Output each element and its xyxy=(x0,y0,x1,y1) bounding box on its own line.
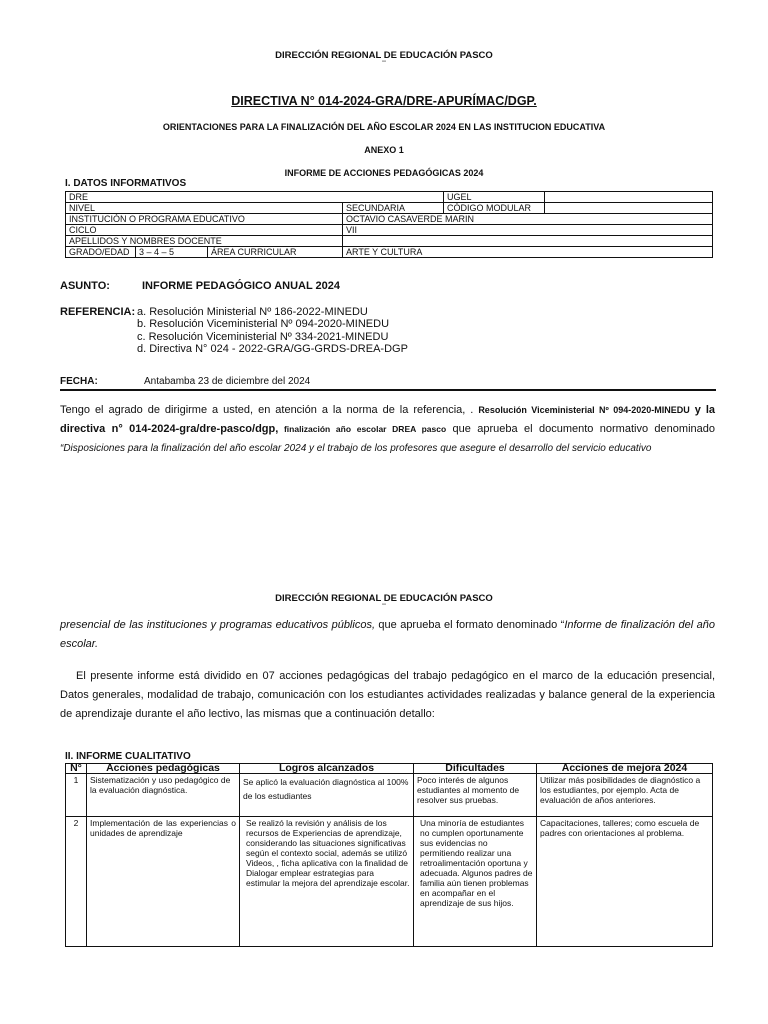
referencia-item: a. Resolución Ministerial Nº 186-2022-MINEDU xyxy=(137,306,368,318)
org-header-mark-page2: "" xyxy=(381,604,387,610)
info-row-dre xyxy=(66,192,713,203)
row-mejora: Capacitaciones, talleres; como escuela de padres con orientaciones al problema. xyxy=(537,817,713,947)
qualitative-table xyxy=(65,763,713,947)
info-value-docente xyxy=(343,236,713,247)
row-number: 2 xyxy=(66,817,87,947)
section-informe-cualitativo: II. INFORME CUALITATIVO xyxy=(65,751,191,762)
info-value-institucion: OCTAVIO CASAVERDE MARIN xyxy=(343,214,713,225)
info-label-docente: APELLIDOS Y NOMBRES DOCENTE xyxy=(66,236,343,247)
info-row-nivel xyxy=(66,203,713,214)
info-row-grado xyxy=(66,247,713,258)
row-accion: Implementación de las experiencias o unidades de aprendizaje xyxy=(87,817,240,947)
asunto-value: INFORME PEDAGÓGICO ANUAL 2024 xyxy=(142,280,341,292)
col-header-mejora: Acciones de mejora 2024 xyxy=(537,764,713,774)
intro-aprueba: que aprueba el documento normativo denominado xyxy=(446,423,715,435)
document-subtitle: ORIENTACIONES PARA LA FINALIZACIÓN DEL AÑO ESCOLAR 2024 EN LAS INSTITUCION EDUCATIVA xyxy=(162,122,606,132)
intro-resolucion: Resolución Viceministerial Nº 094-2020-MINEDU xyxy=(478,405,690,415)
info-value-ugel xyxy=(545,192,713,203)
divider-line xyxy=(60,389,716,391)
info-label-ugel: UGEL xyxy=(444,192,545,203)
continuation-format: Informe de finalización del año escolar. xyxy=(60,619,715,650)
info-grado-area-cell xyxy=(136,247,343,258)
annex-label: ANEXO 1 xyxy=(364,145,404,155)
referencia-item: d. Directiva N° 024 - 2022-GRA/GG-GRDS-DREA-DGP xyxy=(137,343,408,355)
row-accion: Sistematización y uso pedagógico de la evaluación diagnóstica. xyxy=(87,774,240,817)
referencia-label: REFERENCIA: xyxy=(60,306,136,318)
table-header-row xyxy=(66,764,713,774)
col-header-dificultades: Dificultades xyxy=(414,764,537,774)
row-dificultad: Poco interés de algunos estudiantes al momento de resolver sus pruebas. xyxy=(414,774,537,817)
info-label-nivel: NIVEL xyxy=(66,203,343,214)
asunto-label: ASUNTO: xyxy=(60,280,110,292)
info-label-area: ÁREA CURRICULAR xyxy=(211,247,297,257)
intro-disposiciones: “Disposiciones para la finalización del año escolar 2024 y el trabajo de los profesores que asegure el desarrollo del servicio educativo xyxy=(60,443,652,454)
summary-paragraph: El presente informe está dividido en 07 acciones pedagógicas del trabajo pedagógico en el marco de la educación presencial, Datos generales, modalidad de trabajo, comunicación con los estudiantes actividades realizadas y balance general de la experiencia de aprendizaje durante el año lectivo, las mismas que a continuación detallo: xyxy=(60,670,715,720)
row-logro: Se realizó la revisión y análisis de los recursos de Experiencias de aprendizaje, considerando las situaciones significativas según el contexto social, además se utilizó Videos, , ficha aplicativa con la finalidad de Dialogar emplear estrategias para estimular la mejora del aprendizaje escolar. xyxy=(240,817,414,947)
intro-paragraph xyxy=(60,401,715,458)
col-header-logros: Logros alcanzados xyxy=(240,764,414,774)
info-row-institucion xyxy=(66,214,713,225)
fecha-label: FECHA: xyxy=(60,376,98,387)
info-row-ciclo xyxy=(66,225,713,236)
info-value-nivel: SECUNDARIA xyxy=(343,203,444,214)
continuation-text: que aprueba el formato denominado “ xyxy=(375,619,565,631)
intro-directiva: y la directiva n° 014-2024-gra/dre-pasco/dgp, xyxy=(60,404,715,435)
org-header-mark: "" xyxy=(381,61,387,67)
info-row-docente xyxy=(66,236,713,247)
continuation-italic: presencial de las instituciones y programas educativos públicos, xyxy=(60,619,375,631)
info-value-grado: 3 – 4 – 5 xyxy=(136,247,208,257)
info-value-ciclo: VII xyxy=(343,225,713,236)
org-header-page2: DIRECCIÓN REGIONAL DE EDUCACIÓN PASCO xyxy=(275,593,493,604)
referencia-item: c. Resolución Viceministerial Nº 334-2021-MINEDU xyxy=(137,331,389,343)
info-label-institucion: INSTITUCIÓN O PROGRAMA EDUCATIVO xyxy=(66,214,343,225)
table-row xyxy=(66,774,713,817)
report-title: INFORME DE ACCIONES PEDAGÓGICAS 2024 xyxy=(284,168,484,178)
info-label-codigo: CÓDIGO MODULAR xyxy=(444,203,545,214)
info-table xyxy=(65,191,713,258)
info-value-area: ARTE Y CULTURA xyxy=(343,247,713,258)
info-value-codigo xyxy=(545,203,713,214)
row-number: 1 xyxy=(66,774,87,817)
intro-text: Tengo el agrado de dirigirme a usted, en atención a la norma de la referencia, . xyxy=(60,404,479,416)
continuation-paragraph xyxy=(60,616,715,654)
info-label-ciclo: CICLO xyxy=(66,225,343,236)
row-mejora: Utilizar más posibilidades de diagnóstico a los estudiantes, por ejemplo. Acta de evaluación de años anteriores. xyxy=(537,774,713,817)
document-title: DIRECTIVA N° 014-2024-GRA/DRE-APURÍMAC/DGP. xyxy=(231,94,537,108)
section-datos-informativos: I. DATOS INFORMATIVOS xyxy=(65,178,187,189)
row-logro: Se aplicó la evaluación diagnóstica al 100% de los estudiantes xyxy=(240,774,414,817)
info-label-dre: DRE xyxy=(66,192,444,203)
col-header-n: N° xyxy=(66,764,87,774)
referencia-item: b. Resolución Viceministerial Nº 094-2020-MINEDU xyxy=(137,318,390,330)
intro-finalizacion: finalización año escolar DREA pasco xyxy=(278,424,447,434)
fecha-value: Antabamba 23 de diciembre del 2024 xyxy=(144,376,311,387)
table-row xyxy=(66,817,713,947)
col-header-acciones: Acciones pedagógicas xyxy=(87,764,240,774)
org-header: DIRECCIÓN REGIONAL DE EDUCACIÓN PASCO xyxy=(275,50,493,61)
row-dificultad: Una minoría de estudiantes no cumplen oportunamente sus evidencias no permitiendo realizar una retroalimentación oportuna y adecuada. Algunos padres de familia aún tienen problemas en acompañar en el aprendizaje de sus hijos. xyxy=(414,817,537,947)
info-label-grado: GRADO/EDAD xyxy=(66,247,136,258)
